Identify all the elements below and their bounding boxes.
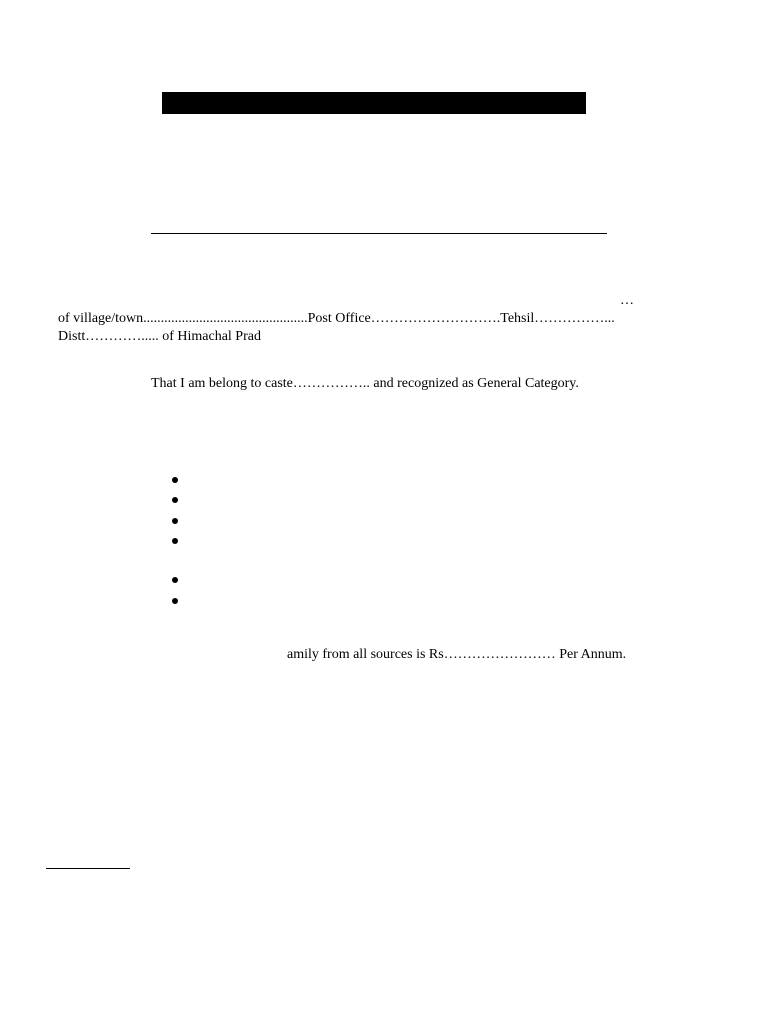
bullet-point: [172, 477, 180, 485]
address-line-1: of village/town...............................................Post Office……………………….Tehsil……………...: [58, 311, 615, 326]
title-underline: [151, 233, 607, 234]
caste-statement: That I am belong to caste…………….. and recognized as General Category.: [151, 376, 579, 391]
income-statement: amily from all sources is Rs…………………… Per Annum.: [287, 647, 627, 662]
redaction-bar: [162, 92, 586, 114]
bullet-point: [172, 538, 180, 546]
bullet-point: [172, 518, 180, 526]
bullet-point: [172, 598, 180, 606]
bullet-point: [172, 577, 180, 585]
signature-underline: [46, 868, 130, 869]
address-line-2: Distt…………..... of Himachal Prad: [58, 329, 261, 344]
bullet-point: [172, 497, 180, 505]
address-ellipsis: …: [620, 293, 634, 308]
